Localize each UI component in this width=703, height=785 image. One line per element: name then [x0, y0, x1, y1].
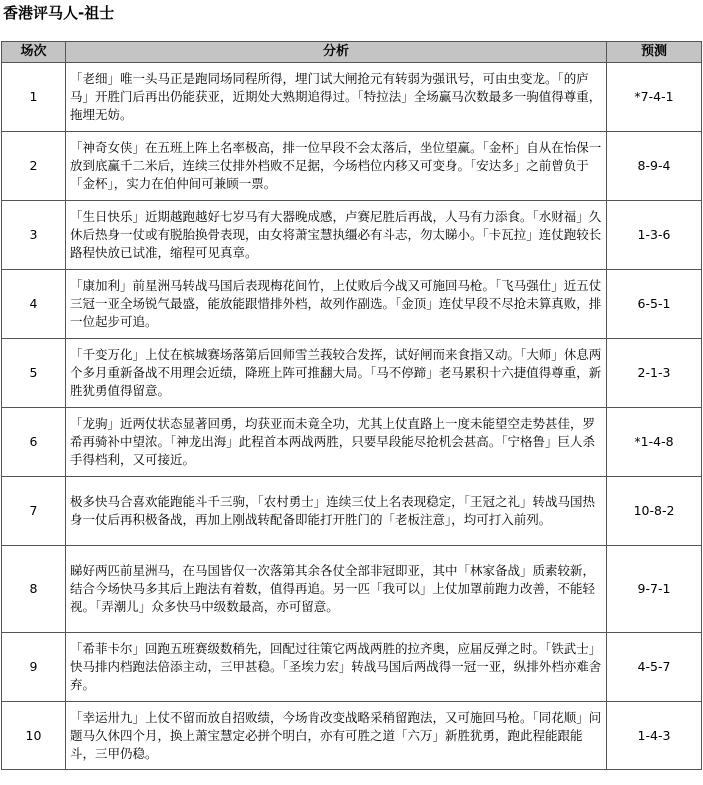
prediction: 6-5-1 [607, 270, 702, 339]
race-number: 4 [2, 270, 66, 339]
prediction: 1-4-3 [607, 702, 702, 770]
header-prediction: 预测 [607, 42, 702, 63]
table-row [2, 633, 702, 702]
table-row [2, 477, 702, 546]
table-header-row [2, 42, 702, 63]
page-title: 香港评马人-祖士 [3, 4, 115, 22]
header-analysis: 分析 [66, 42, 607, 63]
race-number: 3 [2, 201, 66, 270]
prediction: 1-3-6 [607, 201, 702, 270]
analysis-text: 「幸运卅九」上仗不留而放自招败绩，今场肯改变战略采稍留跑法，又可施回马枪。「同花顺」问题马久休四个月，换上萧宝慧定必拼个明白，亦有可胜之道「六万」新胜犹勇，跑此程能跟能斗，三甲仍稳。 [66, 702, 607, 770]
analysis-text: 「生日快乐」近期越跑越好七岁马有大器晚成感，卢赛尼胜后再战，人马有力添食。「水财福」久休后热身一仗或有脱胎换骨表现，由女将萧宝慧执缰必有斗志，勿太睇小。「卡瓦拉」连仗跑较长路程快放已试准，缩程可见真章。 [66, 201, 607, 270]
race-number: 2 [2, 132, 66, 201]
table-row [2, 63, 702, 132]
prediction: 2-1-3 [607, 339, 702, 408]
race-number: 9 [2, 633, 66, 702]
analysis-text: 「龙驹」近两仗状态显著回勇，均获亚而未竟全功，尤其上仗直路上一度未能望空走势甚佳，罗希再骑补中望浓。「神龙出海」此程首本两战两胜，只要早段能尽抢机会甚高。「宁格鲁」巨人杀手得档利，又可接近。 [66, 408, 607, 477]
table-row [2, 339, 702, 408]
analysis-text: 「千变万化」上仗在槟城赛场落第后回师雪兰莪较合发挥，试好闸而来食指又动。「大师」休息两个多月重新备战不用理会近绩，降班上阵可推翻大局。「马不停蹄」老马累积十六捷值得尊重，新胜犹勇值得留意。 [66, 339, 607, 408]
prediction: *7-4-1 [607, 63, 702, 132]
analysis-text: 睇好两匹前星洲马，在马国皆仅一次落第其余各仗全部非冠即亚，其中「林家备战」质素较新，结合今场快马多其后上跑法有着数，值得再追。另一匹「我可以」上仗加罩前跑力改善，不能轻视。「弄潮儿」众多快马中级数最高，亦可留意。 [66, 546, 607, 633]
race-number: 1 [2, 63, 66, 132]
race-number: 10 [2, 702, 66, 770]
analysis-text: 极多快马合喜欢能跑能斗千三驹，「农村勇士」连续三仗上名表现稳定，「王冠之礼」转战马国热身一仗后再积极备战，再加上刚战转配备即能打开胜门的「老板注意」，均可打入前列。 [66, 477, 607, 546]
race-number: 5 [2, 339, 66, 408]
table-row [2, 546, 702, 633]
prediction: 4-5-7 [607, 633, 702, 702]
prediction: 9-7-1 [607, 546, 702, 633]
analysis-text: 「希菲卡尔」回跑五班赛级数稍先，回配过往策它两战两胜的拉齐奥，应届反弹之时。「铁武士」快马排内档跑法倍添主动，三甲甚稳。「圣埃力宏」转战马国后两战得一冠一亚，纵排外档亦难舍弃。 [66, 633, 607, 702]
table-row [2, 408, 702, 477]
race-analysis-table [1, 41, 702, 770]
table-row [2, 270, 702, 339]
prediction: 10-8-2 [607, 477, 702, 546]
race-number: 6 [2, 408, 66, 477]
analysis-text: 「康加利」前星洲马转战马国后表现梅花间竹，上仗败后今战又可施回马枪。「飞马强仕」近五仗三冠一亚全场锐气最盛，能放能跟惜排外档，故列作副选。「金顶」连仗早段不尽抢未算真败，排一位起步可追。 [66, 270, 607, 339]
header-race: 场次 [2, 42, 66, 63]
table-row [2, 702, 702, 770]
race-number: 8 [2, 546, 66, 633]
race-number: 7 [2, 477, 66, 546]
analysis-text: 「老细」唯一头马正是跑同场同程所得，埋门试大闸抢元有转弱为强讯号，可由虫变龙。「的庐马」开胜门后再出仍能获亚，近期处大熟期追得过。「特拉法」全场赢马次数最多一驹值得尊重，拖埋无妨。 [66, 63, 607, 132]
prediction: *1-4-8 [607, 408, 702, 477]
prediction: 8-9-4 [607, 132, 702, 201]
table-row [2, 132, 702, 201]
table-row [2, 201, 702, 270]
analysis-text: 「神奇女侠」在五班上阵上名率极高，排一位早段不会太落后，坐位望赢。「金杯」自从在怡保一放到底赢千二米后，连续三仗排外档败不足据，今场档位内移又可变身。「安达多」之前曾负于「金杯」，实力在伯仲间可兼顾一票。 [66, 132, 607, 201]
